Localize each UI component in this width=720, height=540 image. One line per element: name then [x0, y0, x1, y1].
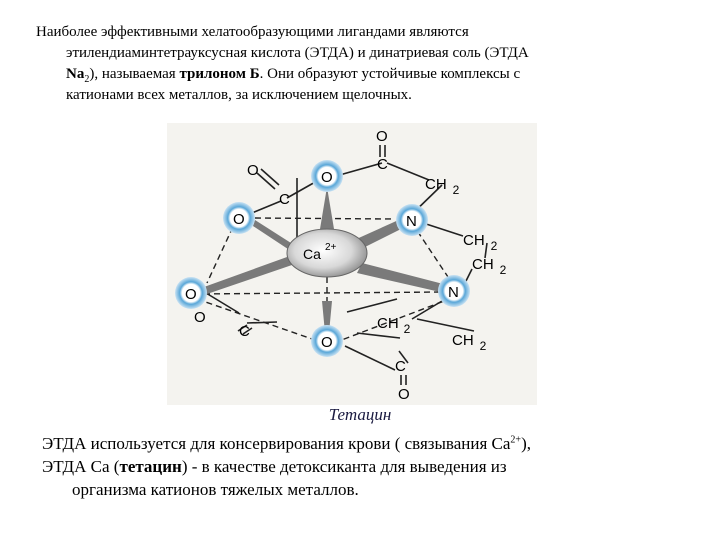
atom-c-bottom: C	[395, 358, 406, 375]
intro-line-2-text: этилендиаминтетрауксусная кислота (ЭТДА) и динатриевая соль (ЭТДА	[66, 45, 529, 61]
na-text: Na	[66, 66, 85, 82]
atom-ch2-1: CH $_2$	[425, 176, 460, 197]
usage-line-2-text: ЭТДА Са (	[42, 457, 120, 476]
usage-line-2	[42, 455, 682, 478]
intro-line-4: катионами всех металлов, за исключением щелочных.	[66, 87, 412, 103]
intro-line-3	[36, 64, 676, 85]
usage-paragraph	[42, 432, 682, 501]
calcium-charge: 2+	[325, 242, 337, 253]
usage-line-1-tail: ),	[521, 434, 531, 453]
calcium-label: Ca	[303, 246, 321, 262]
atom-o-bottom: O	[398, 386, 410, 403]
atom-o-ring-4: O	[321, 334, 333, 351]
usage-line-3: организма катионов тяжелых металлов.	[72, 480, 359, 499]
intro-line-3-text: ), называемая	[89, 66, 180, 82]
figure-caption: Тетацин	[328, 405, 392, 424]
atom-c-top: C	[377, 156, 388, 173]
atom-o-ring-3: O	[185, 286, 197, 303]
atom-o-left-top: O	[247, 162, 259, 179]
usage-line-2-tail: ) - в качестве детоксиканта для выведения из	[181, 457, 507, 476]
atom-o-ring-2: O	[233, 211, 245, 228]
atom-ch2-3: CH $_2$	[472, 256, 507, 277]
atom-ch2-4: CH $_2$	[377, 315, 411, 336]
intro-line-2	[36, 43, 676, 64]
calcium-charge-superscript: 2+	[510, 434, 522, 446]
atom-c-left-bottom: C	[239, 323, 250, 340]
intro-paragraph	[36, 22, 676, 106]
intro-line-3-tail: . Они образуют устойчивые комплексы с	[259, 66, 521, 82]
usage-line-1	[42, 432, 682, 455]
atom-o-left-bottom: O	[194, 309, 206, 326]
intro-line-1: Наиболее эффективными хелатообразующими лигандами являются	[36, 24, 469, 40]
atom-o-top: O	[376, 128, 388, 145]
atom-c-left-top: C	[279, 191, 290, 208]
atom-o-ring-1: O	[321, 169, 333, 186]
edta-calcium-complex-diagram	[167, 123, 537, 405]
atom-ch2-5: CH $_2$	[452, 332, 487, 353]
usage-line-1-text: ЭТДА используется для консервирования крови ( связывания Са	[42, 434, 511, 453]
tetacin-term: тетацин	[119, 457, 182, 476]
trilon-b-term: трилоном Б	[179, 66, 260, 82]
complex-structure-svg	[167, 123, 537, 405]
na-subscript: 2	[84, 74, 90, 85]
atom-n-upper: N	[406, 213, 417, 230]
calcium-ion-ellipse	[287, 229, 367, 277]
atom-ch2-2: CH $_2$	[463, 232, 498, 253]
atom-n-lower: N	[448, 284, 459, 301]
